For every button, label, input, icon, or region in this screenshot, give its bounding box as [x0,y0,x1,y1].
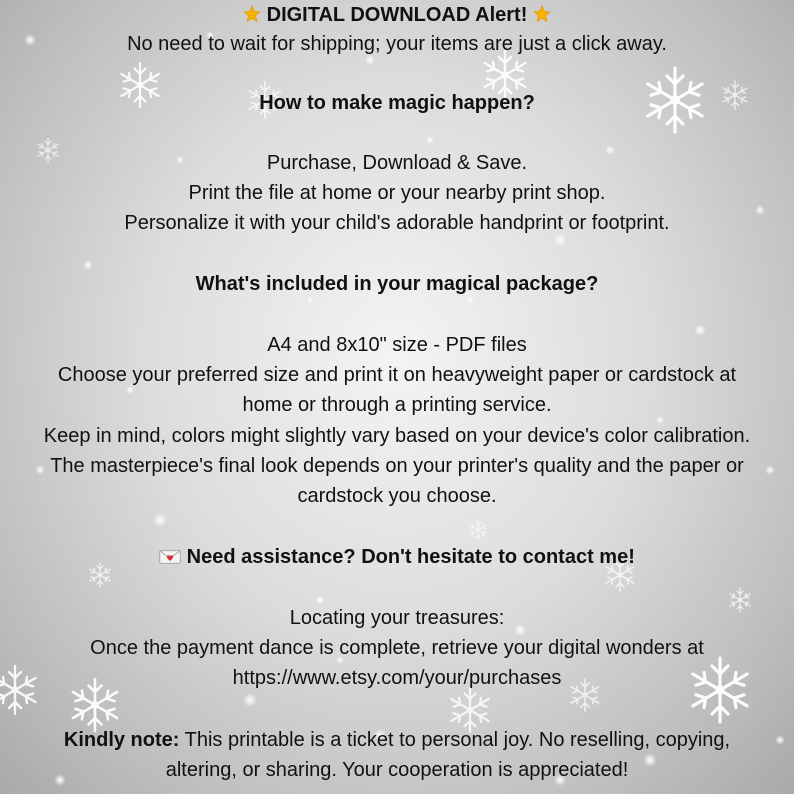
love-letter-icon [159,549,181,565]
package-line: cardstock you choose. [297,485,497,507]
how-to-step: Purchase, Download & Save. [266,152,528,174]
how-to-step: Print the file at home or your nearby print shop. [188,182,606,204]
package-line: A4 and 8x10" size - PDF files [267,334,527,356]
kindly-note-text-continued: altering, or sharing. Your cooperation is appreciated! [165,759,629,781]
alert-title: DIGITAL DOWNLOAD Alert! [266,4,528,26]
star-icon [243,5,261,23]
alert-heading [0,0,794,30]
kindly-note-line [0,725,794,755]
package-line: The masterpiece's final look depends on your printer's quality and the paper or [50,455,744,477]
how-to-heading: How to make magic happen? [259,92,535,114]
locating-text: Once the payment dance is complete, retrieve your digital wonders at [90,637,704,659]
purchases-link[interactable]: https://www.etsy.com/your/purchases [232,667,562,689]
package-heading: What's included in your magical package? [195,273,599,295]
star-icon [533,5,551,23]
alert-subtitle: No need to wait for shipping; your items are just a click away. [127,33,667,55]
package-line: Choose your preferred size and print it on heavyweight paper or cardstock at [57,364,737,386]
how-to-step: Personalize it with your child's adorable handprint or footprint. [124,212,670,234]
assistance-line [0,542,794,572]
assistance-text: Need assistance? Don't hesitate to contact me! [186,546,635,568]
locating-heading: Locating your treasures: [289,607,505,629]
kindly-note-text: This printable is a ticket to personal joy. No reselling, copying, [184,729,731,751]
package-line: home or through a printing service. [242,394,552,416]
package-line: Keep in mind, colors might slightly vary based on your device's color calibration. [43,425,751,447]
kindly-note-label: Kindly note: [63,729,180,751]
